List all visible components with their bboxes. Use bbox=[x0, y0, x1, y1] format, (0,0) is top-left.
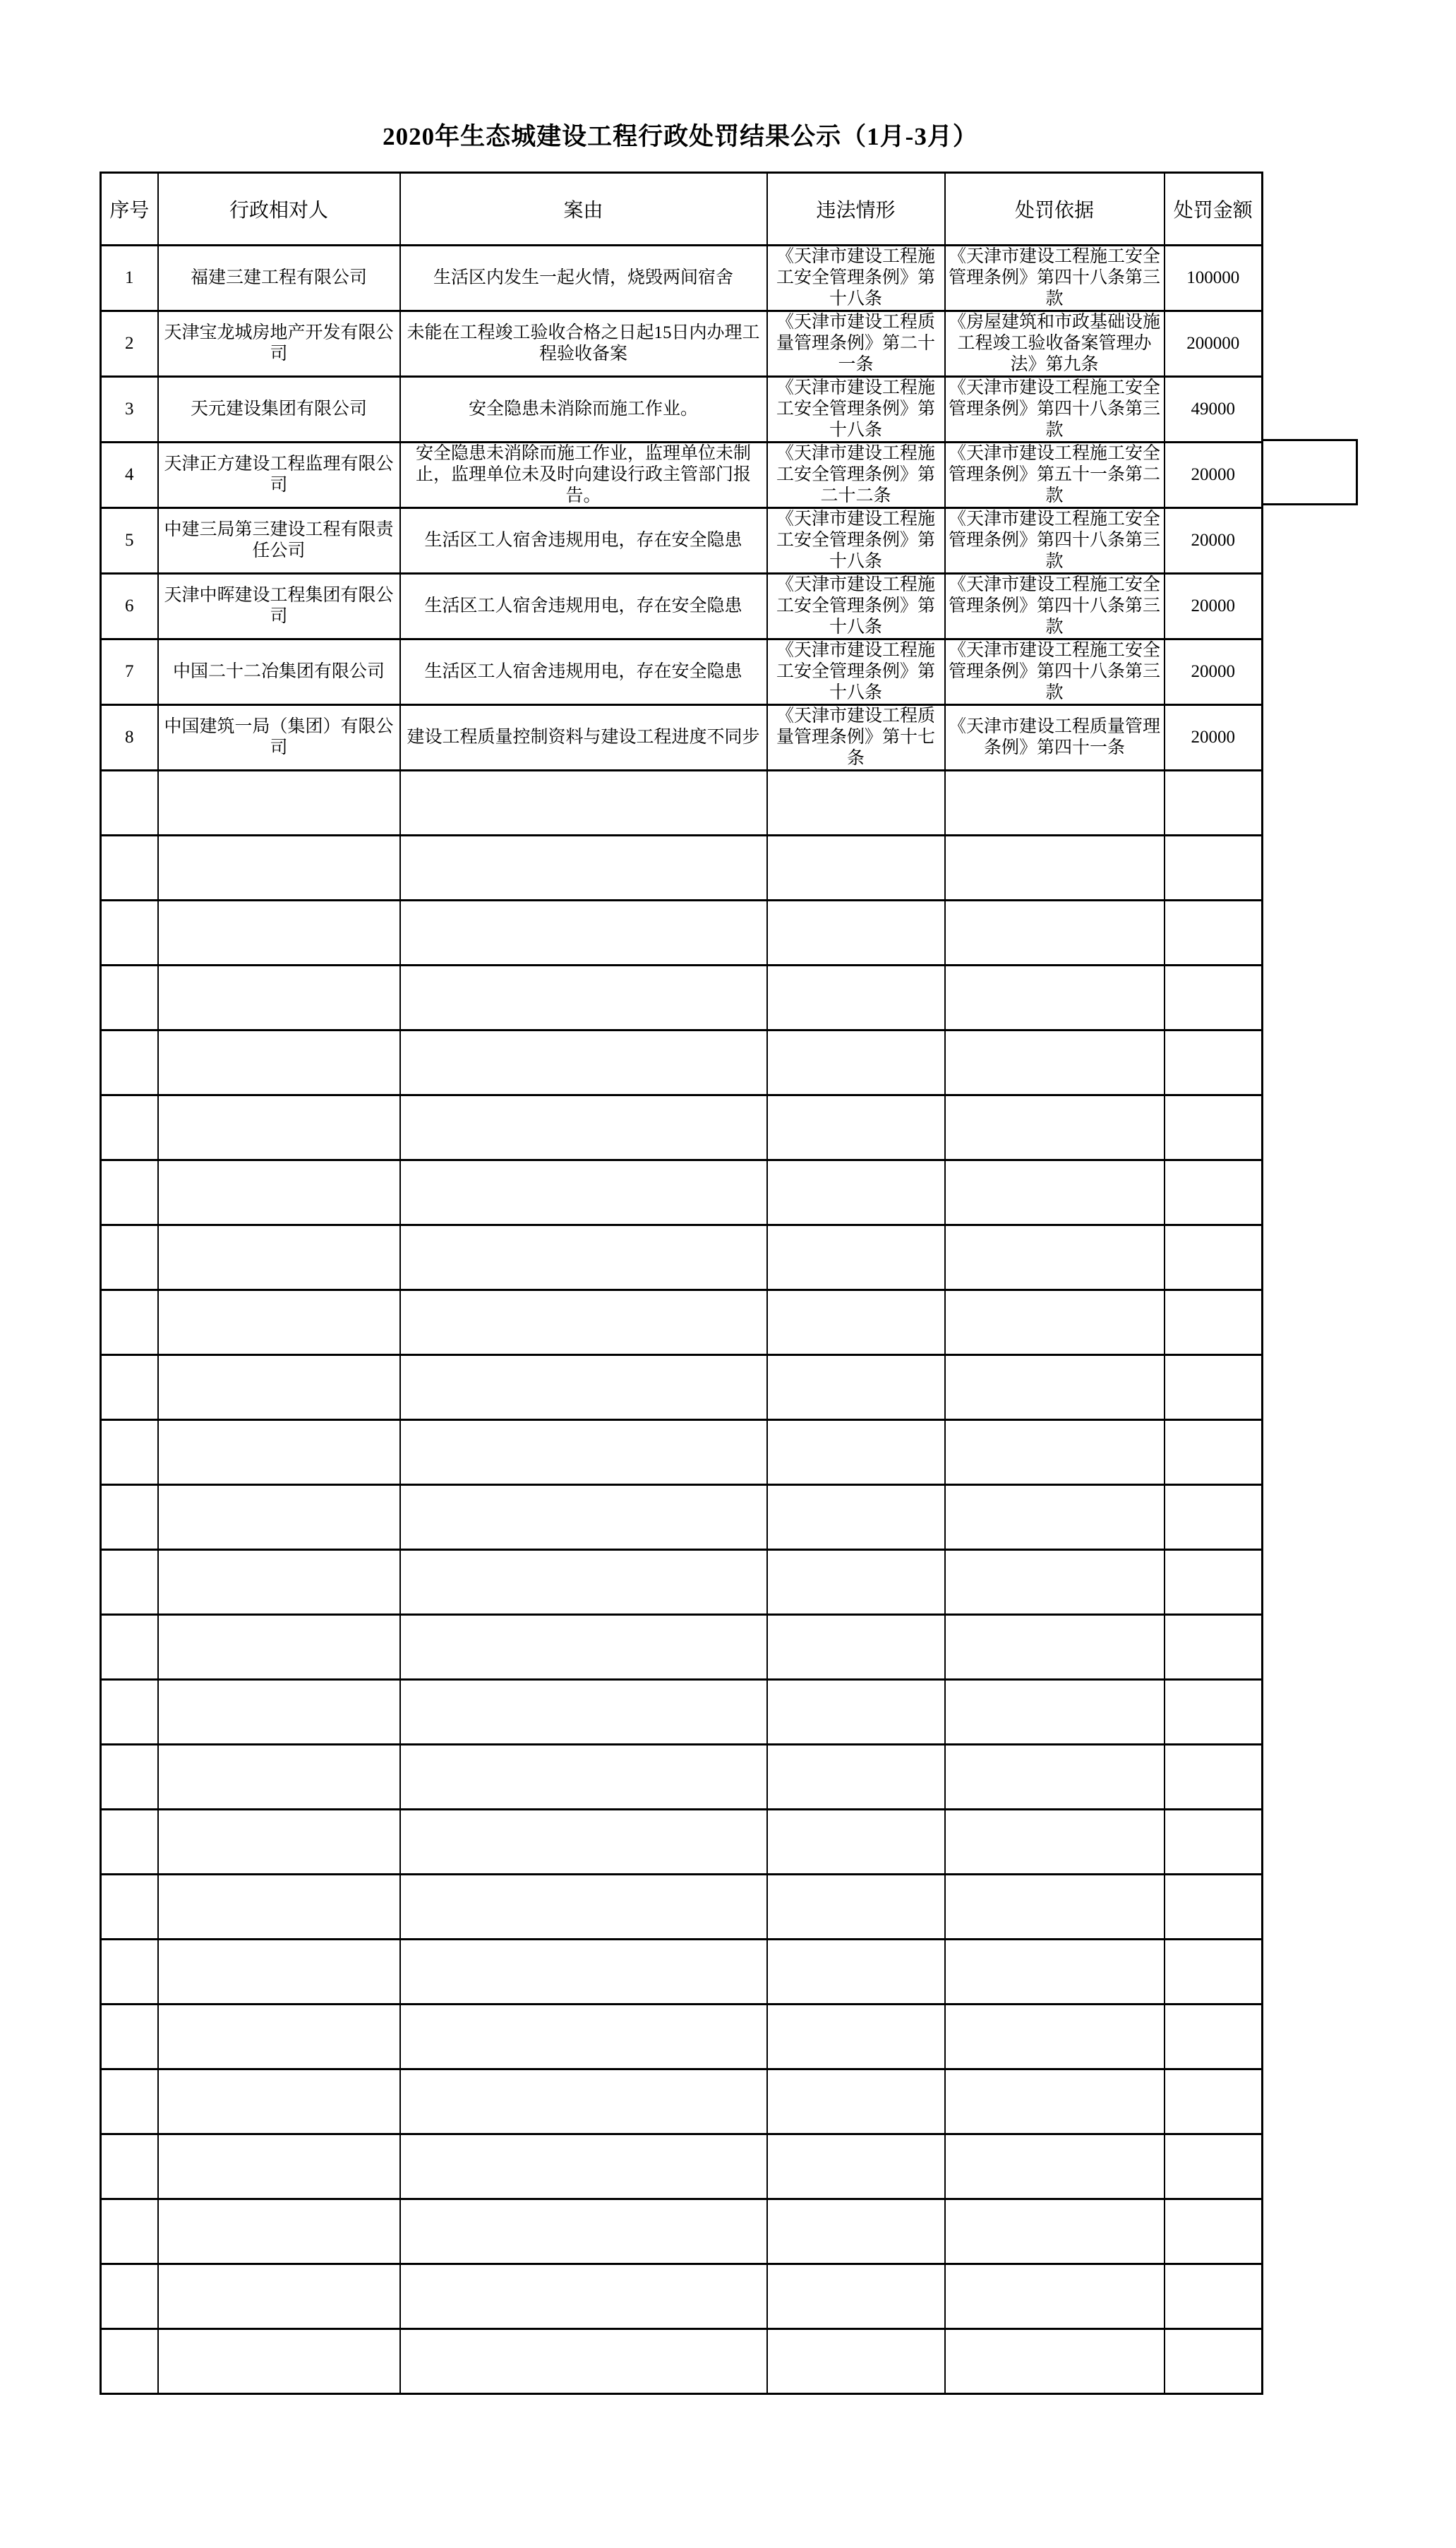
empty-cell bbox=[1165, 1940, 1263, 2005]
empty-cell bbox=[1165, 1810, 1263, 1875]
cell-amount: 20000 bbox=[1165, 443, 1263, 508]
empty-row bbox=[101, 2005, 1263, 2069]
empty-cell bbox=[767, 2134, 945, 2199]
empty-cell bbox=[945, 2329, 1165, 2394]
cell-index: 8 bbox=[101, 705, 158, 771]
empty-cell bbox=[158, 1875, 400, 1940]
empty-row bbox=[101, 966, 1263, 1030]
empty-cell bbox=[1165, 1290, 1263, 1355]
table-row bbox=[101, 508, 1263, 574]
empty-cell bbox=[1165, 1745, 1263, 1810]
column-header-index: 序号 bbox=[101, 173, 158, 246]
empty-cell bbox=[400, 2329, 767, 2394]
empty-cell bbox=[400, 2134, 767, 2199]
empty-cell bbox=[945, 1095, 1165, 1160]
empty-cell bbox=[101, 1940, 158, 2005]
cell-amount: 20000 bbox=[1165, 639, 1263, 705]
empty-cell bbox=[767, 1420, 945, 1485]
empty-cell bbox=[400, 1290, 767, 1355]
cell-basis: 《天津市建设工程施工安全管理条例》第五十一条第二款 bbox=[945, 443, 1165, 508]
table-row bbox=[101, 705, 1263, 771]
header-row bbox=[101, 173, 1263, 246]
empty-cell bbox=[400, 966, 767, 1030]
column-header-party: 行政相对人 bbox=[158, 173, 400, 246]
empty-cell bbox=[158, 1745, 400, 1810]
empty-cell bbox=[945, 2264, 1165, 2329]
empty-row bbox=[101, 901, 1263, 966]
cell-cause: 生活区工人宿舍违规用电，存在安全隐患 bbox=[400, 574, 767, 639]
empty-cell bbox=[1165, 2264, 1263, 2329]
annotation-box bbox=[1261, 439, 1358, 505]
cell-basis: 《天津市建设工程施工安全管理条例》第四十八条第三款 bbox=[945, 508, 1165, 574]
empty-cell bbox=[1165, 1680, 1263, 1745]
empty-cell bbox=[158, 1810, 400, 1875]
empty-cell bbox=[767, 1550, 945, 1615]
empty-cell bbox=[158, 2264, 400, 2329]
cell-amount: 20000 bbox=[1165, 574, 1263, 639]
empty-cell bbox=[400, 2069, 767, 2134]
empty-cell bbox=[158, 1550, 400, 1615]
empty-cell bbox=[945, 966, 1165, 1030]
cell-party: 天元建设集团有限公司 bbox=[158, 377, 400, 443]
empty-cell bbox=[1165, 2134, 1263, 2199]
empty-cell bbox=[400, 2199, 767, 2264]
empty-cell bbox=[945, 1680, 1165, 1745]
table-body bbox=[101, 246, 1263, 2394]
empty-row bbox=[101, 2069, 1263, 2134]
table-row bbox=[101, 443, 1263, 508]
empty-cell bbox=[101, 1745, 158, 1810]
empty-cell bbox=[400, 1030, 767, 1095]
empty-cell bbox=[767, 1355, 945, 1420]
table-row bbox=[101, 311, 1263, 377]
empty-cell bbox=[767, 2199, 945, 2264]
empty-cell bbox=[400, 1810, 767, 1875]
empty-cell bbox=[767, 771, 945, 836]
empty-cell bbox=[158, 2005, 400, 2069]
cell-cause: 生活区工人宿舍违规用电，存在安全隐患 bbox=[400, 639, 767, 705]
cell-amount: 200000 bbox=[1165, 311, 1263, 377]
empty-cell bbox=[400, 1225, 767, 1290]
empty-cell bbox=[101, 2199, 158, 2264]
empty-cell bbox=[158, 2134, 400, 2199]
empty-cell bbox=[400, 1680, 767, 1745]
empty-cell bbox=[101, 1615, 158, 1680]
table-row bbox=[101, 377, 1263, 443]
cell-index: 4 bbox=[101, 443, 158, 508]
table-row bbox=[101, 246, 1263, 311]
cell-violation: 《天津市建设工程施工安全管理条例》第十八条 bbox=[767, 574, 945, 639]
page-title: 2020年生态城建设工程行政处罚结果公示（1月-3月） bbox=[383, 123, 978, 150]
cell-index: 6 bbox=[101, 574, 158, 639]
penalty-table bbox=[100, 172, 1263, 2395]
cell-cause: 未能在工程竣工验收合格之日起15日内办理工程验收备案 bbox=[400, 311, 767, 377]
empty-cell bbox=[400, 836, 767, 901]
empty-cell bbox=[101, 1160, 158, 1225]
empty-cell bbox=[101, 1810, 158, 1875]
column-header-cause: 案由 bbox=[400, 173, 767, 246]
cell-index: 3 bbox=[101, 377, 158, 443]
empty-row bbox=[101, 2134, 1263, 2199]
empty-cell bbox=[400, 771, 767, 836]
empty-cell bbox=[400, 901, 767, 966]
cell-party: 中国建筑一局（集团）有限公司 bbox=[158, 705, 400, 771]
cell-violation: 《天津市建设工程施工安全管理条例》第十八条 bbox=[767, 639, 945, 705]
cell-cause: 安全隐患未消除而施工作业。 bbox=[400, 377, 767, 443]
empty-row bbox=[101, 1680, 1263, 1745]
empty-cell bbox=[767, 1810, 945, 1875]
empty-cell bbox=[1165, 836, 1263, 901]
cell-party: 天津宝龙城房地产开发有限公司 bbox=[158, 311, 400, 377]
empty-cell bbox=[101, 771, 158, 836]
empty-row bbox=[101, 836, 1263, 901]
empty-cell bbox=[945, 1485, 1165, 1550]
empty-cell bbox=[945, 1940, 1165, 2005]
empty-row bbox=[101, 1030, 1263, 1095]
cell-party: 中国二十二冶集团有限公司 bbox=[158, 639, 400, 705]
empty-cell bbox=[400, 1940, 767, 2005]
empty-row bbox=[101, 2264, 1263, 2329]
empty-cell bbox=[1165, 2199, 1263, 2264]
empty-cell bbox=[400, 2264, 767, 2329]
empty-cell bbox=[767, 1875, 945, 1940]
empty-row bbox=[101, 771, 1263, 836]
empty-cell bbox=[1165, 1615, 1263, 1680]
empty-row bbox=[101, 1095, 1263, 1160]
cell-index: 2 bbox=[101, 311, 158, 377]
empty-cell bbox=[945, 1810, 1165, 1875]
cell-index: 5 bbox=[101, 508, 158, 574]
empty-cell bbox=[1165, 1095, 1263, 1160]
empty-cell bbox=[101, 966, 158, 1030]
cell-amount: 20000 bbox=[1165, 705, 1263, 771]
cell-party: 天津正方建设工程监理有限公司 bbox=[158, 443, 400, 508]
empty-cell bbox=[400, 1485, 767, 1550]
empty-cell bbox=[767, 1615, 945, 1680]
empty-cell bbox=[158, 1485, 400, 1550]
cell-basis: 《天津市建设工程质量管理条例》第四十一条 bbox=[945, 705, 1165, 771]
cell-violation: 《天津市建设工程施工安全管理条例》第十八条 bbox=[767, 508, 945, 574]
empty-cell bbox=[101, 2005, 158, 2069]
empty-cell bbox=[945, 2005, 1165, 2069]
empty-cell bbox=[158, 2329, 400, 2394]
empty-cell bbox=[1165, 771, 1263, 836]
empty-cell bbox=[1165, 1550, 1263, 1615]
empty-cell bbox=[1165, 1355, 1263, 1420]
empty-cell bbox=[400, 1745, 767, 1810]
empty-cell bbox=[945, 1290, 1165, 1355]
empty-cell bbox=[767, 901, 945, 966]
empty-cell bbox=[767, 1485, 945, 1550]
empty-cell bbox=[101, 2134, 158, 2199]
empty-cell bbox=[400, 1875, 767, 1940]
cell-basis: 《房屋建筑和市政基础设施工程竣工验收备案管理办法》第九条 bbox=[945, 311, 1165, 377]
empty-cell bbox=[158, 1290, 400, 1355]
empty-cell bbox=[767, 1095, 945, 1160]
empty-row bbox=[101, 1745, 1263, 1810]
empty-row bbox=[101, 1355, 1263, 1420]
empty-cell bbox=[400, 1355, 767, 1420]
cell-basis: 《天津市建设工程施工安全管理条例》第四十八条第三款 bbox=[945, 377, 1165, 443]
empty-cell bbox=[158, 2069, 400, 2134]
cell-violation: 《天津市建设工程施工安全管理条例》第十八条 bbox=[767, 377, 945, 443]
cell-violation: 《天津市建设工程施工安全管理条例》第十八条 bbox=[767, 246, 945, 311]
empty-cell bbox=[767, 1160, 945, 1225]
cell-basis: 《天津市建设工程施工安全管理条例》第四十八条第三款 bbox=[945, 246, 1165, 311]
empty-row bbox=[101, 1160, 1263, 1225]
empty-cell bbox=[1165, 1875, 1263, 1940]
table-row bbox=[101, 639, 1263, 705]
empty-cell bbox=[945, 1355, 1165, 1420]
empty-cell bbox=[400, 1095, 767, 1160]
cell-party: 福建三建工程有限公司 bbox=[158, 246, 400, 311]
empty-cell bbox=[767, 966, 945, 1030]
column-header-basis: 处罚依据 bbox=[945, 173, 1165, 246]
empty-cell bbox=[101, 1485, 158, 1550]
empty-cell bbox=[101, 1095, 158, 1160]
empty-cell bbox=[101, 1355, 158, 1420]
empty-cell bbox=[158, 771, 400, 836]
empty-cell bbox=[1165, 1030, 1263, 1095]
empty-row bbox=[101, 1550, 1263, 1615]
empty-row bbox=[101, 2329, 1263, 2394]
empty-cell bbox=[767, 2264, 945, 2329]
empty-cell bbox=[945, 1875, 1165, 1940]
empty-cell bbox=[158, 1940, 400, 2005]
empty-cell bbox=[158, 966, 400, 1030]
empty-cell bbox=[101, 1030, 158, 1095]
empty-cell bbox=[1165, 901, 1263, 966]
empty-cell bbox=[1165, 1420, 1263, 1485]
empty-cell bbox=[767, 1030, 945, 1095]
empty-cell bbox=[400, 2005, 767, 2069]
empty-row bbox=[101, 1290, 1263, 1355]
empty-cell bbox=[101, 1225, 158, 1290]
empty-row bbox=[101, 1485, 1263, 1550]
cell-party: 天津中晖建设工程集团有限公司 bbox=[158, 574, 400, 639]
empty-cell bbox=[101, 1290, 158, 1355]
cell-basis: 《天津市建设工程施工安全管理条例》第四十八条第三款 bbox=[945, 639, 1165, 705]
empty-cell bbox=[158, 1355, 400, 1420]
empty-cell bbox=[767, 1745, 945, 1810]
cell-violation: 《天津市建设工程质量管理条例》第十七条 bbox=[767, 705, 945, 771]
column-header-amount: 处罚金额 bbox=[1165, 173, 1263, 246]
cell-violation: 《天津市建设工程质量管理条例》第二十一条 bbox=[767, 311, 945, 377]
empty-cell bbox=[101, 2264, 158, 2329]
empty-cell bbox=[158, 1420, 400, 1485]
cell-index: 7 bbox=[101, 639, 158, 705]
empty-cell bbox=[400, 1160, 767, 1225]
empty-cell bbox=[767, 1290, 945, 1355]
empty-cell bbox=[767, 836, 945, 901]
cell-cause: 生活区工人宿舍违规用电，存在安全隐患 bbox=[400, 508, 767, 574]
empty-cell bbox=[945, 1225, 1165, 1290]
empty-cell bbox=[158, 1030, 400, 1095]
empty-cell bbox=[158, 1095, 400, 1160]
cell-cause: 建设工程质量控制资料与建设工程进度不同步 bbox=[400, 705, 767, 771]
cell-index: 1 bbox=[101, 246, 158, 311]
empty-cell bbox=[101, 2069, 158, 2134]
empty-cell bbox=[158, 901, 400, 966]
cell-amount: 20000 bbox=[1165, 508, 1263, 574]
empty-row bbox=[101, 1875, 1263, 1940]
cell-party: 中建三局第三建设工程有限责任公司 bbox=[158, 508, 400, 574]
empty-cell bbox=[158, 2199, 400, 2264]
empty-cell bbox=[945, 2199, 1165, 2264]
empty-cell bbox=[400, 1615, 767, 1680]
empty-cell bbox=[945, 2134, 1165, 2199]
empty-cell bbox=[767, 1225, 945, 1290]
empty-cell bbox=[1165, 1485, 1263, 1550]
empty-cell bbox=[1165, 1225, 1263, 1290]
empty-cell bbox=[400, 1550, 767, 1615]
empty-row bbox=[101, 1810, 1263, 1875]
empty-cell bbox=[945, 771, 1165, 836]
table-row bbox=[101, 574, 1263, 639]
empty-cell bbox=[767, 2069, 945, 2134]
cell-amount: 49000 bbox=[1165, 377, 1263, 443]
empty-cell bbox=[1165, 2069, 1263, 2134]
empty-cell bbox=[158, 1680, 400, 1745]
empty-cell bbox=[767, 2005, 945, 2069]
empty-cell bbox=[945, 1420, 1165, 1485]
empty-cell bbox=[101, 1420, 158, 1485]
empty-cell bbox=[158, 1160, 400, 1225]
column-header-violation: 违法情形 bbox=[767, 173, 945, 246]
empty-cell bbox=[945, 1160, 1165, 1225]
empty-cell bbox=[767, 1680, 945, 1745]
cell-violation: 《天津市建设工程施工安全管理条例》第二十二条 bbox=[767, 443, 945, 508]
empty-cell bbox=[101, 901, 158, 966]
empty-cell bbox=[945, 2069, 1165, 2134]
empty-row bbox=[101, 1225, 1263, 1290]
empty-cell bbox=[945, 1550, 1165, 1615]
empty-cell bbox=[945, 1745, 1165, 1810]
empty-row bbox=[101, 1420, 1263, 1485]
empty-cell bbox=[945, 1030, 1165, 1095]
empty-row bbox=[101, 1940, 1263, 2005]
cell-amount: 100000 bbox=[1165, 246, 1263, 311]
empty-cell bbox=[945, 1615, 1165, 1680]
empty-cell bbox=[1165, 1160, 1263, 1225]
empty-cell bbox=[101, 836, 158, 901]
empty-cell bbox=[767, 2329, 945, 2394]
empty-cell bbox=[1165, 2329, 1263, 2394]
empty-cell bbox=[158, 1615, 400, 1680]
cell-cause: 安全隐患未消除而施工作业，监理单位未制止，监理单位未及时向建设行政主管部门报告。 bbox=[400, 443, 767, 508]
empty-cell bbox=[767, 1940, 945, 2005]
empty-cell bbox=[1165, 2005, 1263, 2069]
empty-cell bbox=[945, 836, 1165, 901]
empty-row bbox=[101, 2199, 1263, 2264]
empty-cell bbox=[158, 836, 400, 901]
empty-cell bbox=[400, 1420, 767, 1485]
empty-cell bbox=[101, 1680, 158, 1745]
empty-cell bbox=[101, 1875, 158, 1940]
empty-cell bbox=[101, 1550, 158, 1615]
cell-basis: 《天津市建设工程施工安全管理条例》第四十八条第三款 bbox=[945, 574, 1165, 639]
empty-row bbox=[101, 1615, 1263, 1680]
empty-cell bbox=[945, 901, 1165, 966]
empty-cell bbox=[158, 1225, 400, 1290]
cell-cause: 生活区内发生一起火情，烧毁两间宿舍 bbox=[400, 246, 767, 311]
empty-cell bbox=[101, 2329, 158, 2394]
empty-cell bbox=[1165, 966, 1263, 1030]
